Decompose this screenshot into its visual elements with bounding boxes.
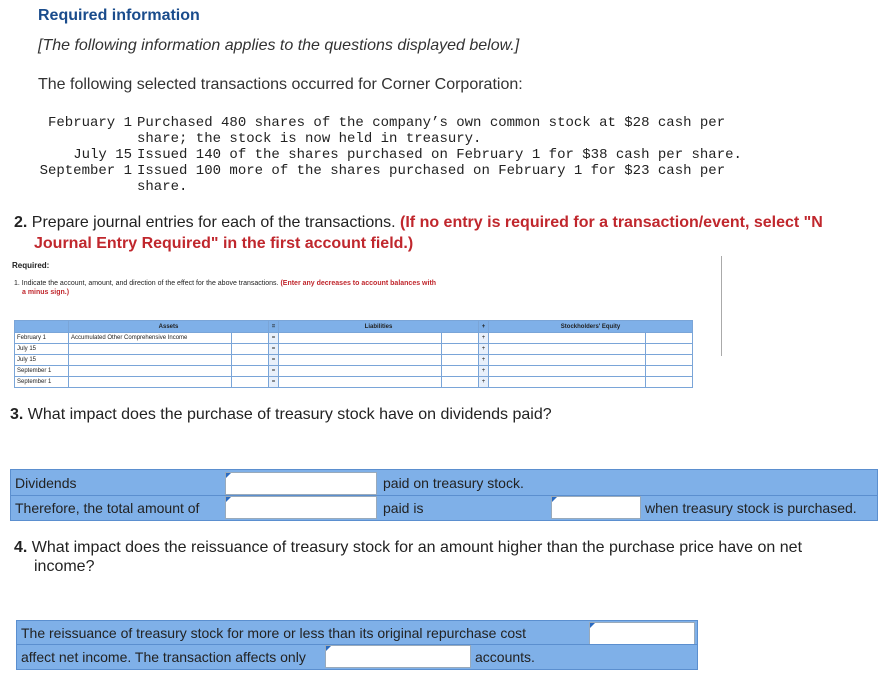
account-select[interactable] (489, 366, 646, 377)
header-plus: + (479, 321, 489, 333)
account-select[interactable] (489, 344, 646, 355)
amount-input[interactable] (232, 366, 269, 377)
dropdown-marker-icon (552, 497, 557, 502)
equals-sign: = (269, 355, 279, 366)
amount-input[interactable] (442, 366, 479, 377)
question-number: 4. (14, 539, 28, 556)
account-select[interactable] (279, 333, 442, 344)
amount-input[interactable] (646, 333, 693, 344)
account-select[interactable] (279, 355, 442, 366)
equals-sign: = (269, 366, 279, 377)
transaction-date: February 1 (47, 115, 132, 131)
equals-sign: = (269, 333, 279, 344)
reissuance-label: The reissuance of treasury stock for more or less than its original repurchase cost (21, 625, 526, 641)
question-number: 3. (10, 406, 24, 423)
amount-input[interactable] (232, 355, 269, 366)
row-label: July 15 (15, 355, 69, 366)
dividends-dropdown[interactable] (225, 472, 377, 495)
question-text: What impact does the reissuance of treasury stock for an amount higher than the purchase price have on net (31, 539, 803, 556)
table-row (15, 366, 693, 377)
amount-input[interactable] (442, 377, 479, 388)
header-liabilities: Liabilities (279, 321, 479, 333)
header-equals: = (269, 321, 279, 333)
row-divider (11, 495, 877, 496)
row-label: September 1 (15, 377, 69, 388)
amount-input[interactable] (442, 333, 479, 344)
account-select[interactable] (279, 377, 442, 388)
instruction-red: a minus sign.) (22, 289, 70, 296)
table-row (15, 355, 693, 366)
account-select[interactable] (279, 366, 442, 377)
header-assets: Assets (69, 321, 269, 333)
paid-dropdown[interactable] (551, 496, 641, 519)
account-select[interactable] (279, 344, 442, 355)
account-select[interactable] (489, 377, 646, 388)
amount-input[interactable] (232, 377, 269, 388)
dropdown-marker-icon (326, 646, 331, 651)
question-2 (14, 212, 874, 254)
amount-input[interactable] (232, 333, 269, 344)
question-3 (10, 406, 552, 424)
amount-input[interactable] (646, 344, 693, 355)
row-label: February 1 (15, 333, 69, 344)
info-note: [The following information applies to the questions displayed below.] (38, 37, 520, 54)
instruction-red: (Enter any decreases to account balances with (280, 280, 437, 287)
affect-dropdown[interactable] (589, 622, 695, 645)
account-select[interactable] (69, 355, 232, 366)
question-text-continued: income? (34, 558, 95, 575)
header-equity: Stockholders' Equity (489, 321, 693, 333)
plus-sign: + (479, 333, 489, 344)
dropdown-marker-icon (226, 473, 231, 478)
transaction-text: share. (137, 179, 188, 195)
account-select[interactable] (69, 366, 232, 377)
account-select[interactable]: Accumulated Other Comprehensive Income (69, 333, 232, 344)
plus-sign: + (479, 355, 489, 366)
suffix-text: paid on treasury stock. (383, 475, 524, 491)
required-label: Required: (12, 261, 50, 270)
instruction-text (14, 279, 574, 297)
table-header-row (15, 321, 693, 333)
instruction: 1. Indicate the account, amount, and direction of the effect for the above transactions. (14, 280, 279, 287)
total-amount-label: Therefore, the total amount of (15, 500, 200, 516)
question-4 (14, 538, 864, 576)
suffix-text: when treasury stock is purchased. (645, 500, 857, 516)
account-select[interactable] (69, 377, 232, 388)
amount-input[interactable] (442, 355, 479, 366)
accounts-dropdown[interactable] (325, 645, 471, 668)
divider (721, 256, 722, 356)
dropdown-marker-icon (226, 497, 231, 502)
transaction-text: share; the stock is now held in treasury. (137, 131, 482, 147)
account-select[interactable] (69, 344, 232, 355)
plus-sign: + (479, 344, 489, 355)
equals-sign: = (269, 377, 279, 388)
table-row (15, 344, 693, 355)
amount-input[interactable] (442, 344, 479, 355)
mid-text: paid is (383, 500, 424, 516)
amount-input[interactable] (232, 344, 269, 355)
q3-answer-panel (10, 469, 878, 521)
table-row (15, 333, 693, 344)
account-select[interactable] (489, 333, 646, 344)
plus-sign: + (479, 366, 489, 377)
plus-sign: + (479, 377, 489, 388)
equals-sign: = (269, 344, 279, 355)
question-text: What impact does the purchase of treasury stock have on dividends paid? (27, 406, 552, 423)
affects-only-label: affect net income. The transaction affects only (21, 649, 306, 665)
transaction-text: Purchased 480 shares of the company’s own common stock at $28 cash per (137, 115, 726, 131)
amount-input[interactable] (646, 366, 693, 377)
transaction-text: Issued 100 more of the shares purchased on February 1 for $23 cash per (137, 163, 726, 179)
question-note: (If no entry is required for a transaction/event, select "N (400, 214, 823, 231)
amount-input[interactable] (646, 377, 693, 388)
total-amount-dropdown[interactable] (225, 496, 377, 519)
dividends-label: Dividends (15, 475, 77, 491)
accounting-equation-table (14, 320, 693, 388)
row-label: July 15 (15, 344, 69, 355)
row-label: September 1 (15, 366, 69, 377)
transaction-date: July 15 (73, 147, 132, 163)
table-row (15, 377, 693, 388)
required-information-title: Required information (38, 7, 200, 24)
amount-input[interactable] (646, 355, 693, 366)
question-note: Journal Entry Required" in the first account field.) (34, 235, 414, 252)
suffix-text: accounts. (475, 649, 535, 665)
dropdown-marker-icon (590, 623, 595, 628)
question-text: Prepare journal entries for each of the transactions. (31, 214, 396, 231)
q4-answer-panel (16, 620, 698, 670)
intro-text: The following selected transactions occurred for Corner Corporation: (38, 76, 523, 93)
question-number: 2. (14, 214, 28, 231)
header-blank (15, 321, 69, 333)
account-select[interactable] (489, 355, 646, 366)
transaction-date: September 1 (39, 163, 132, 179)
transaction-text: Issued 140 of the shares purchased on February 1 for $38 cash per share. (137, 147, 742, 163)
